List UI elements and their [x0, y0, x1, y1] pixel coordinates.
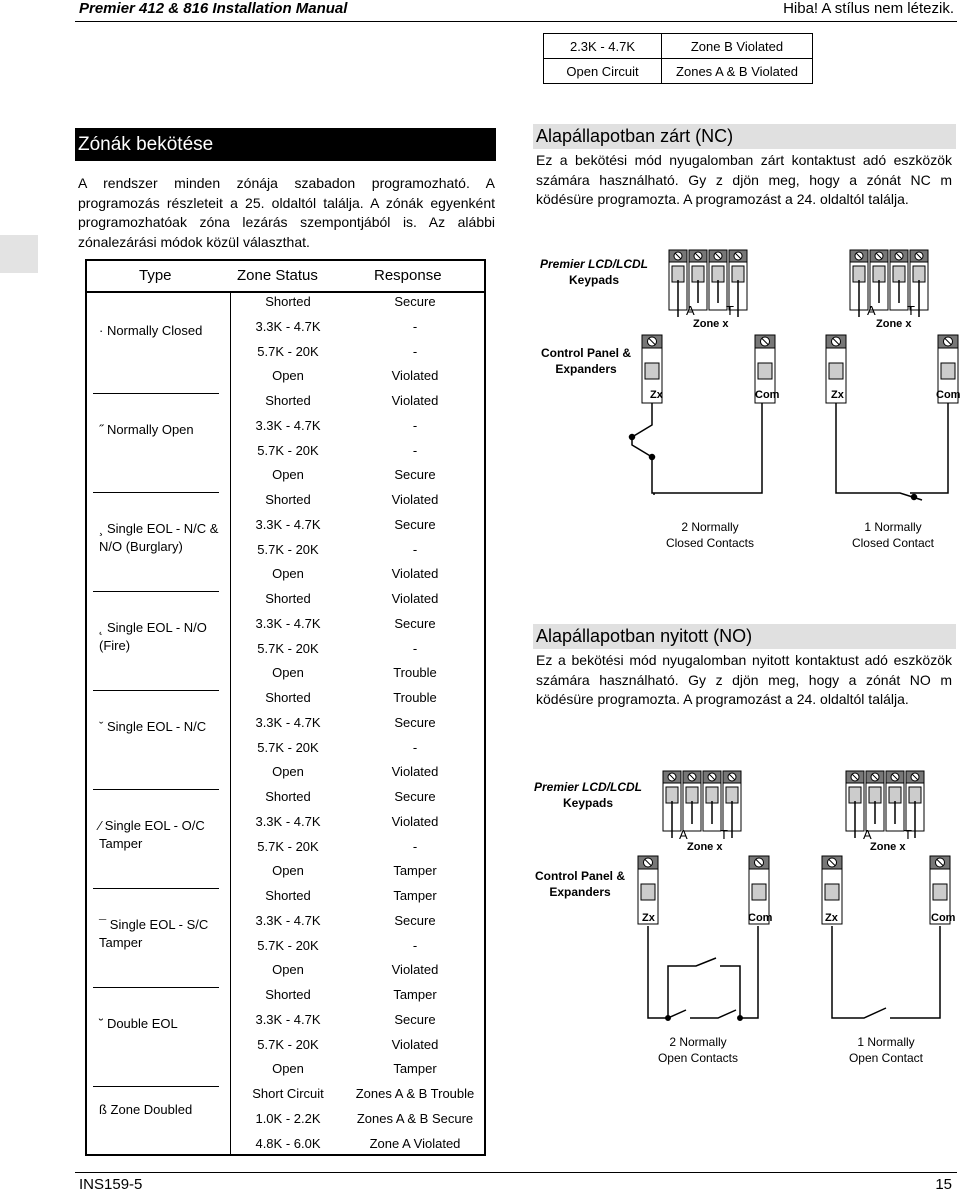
response-cell: Secure: [394, 467, 436, 483]
response-cell: -: [412, 937, 418, 953]
response-cell: Tamper: [393, 987, 437, 1002]
zone-type-label: ˇ Single EOL - N/C: [99, 718, 207, 734]
response-cell: Tamper: [393, 1061, 437, 1077]
footer-rule: [75, 1172, 957, 1173]
response-cell: -: [412, 739, 418, 755]
zone-status-cell: 1.0K - 2.2K: [255, 1110, 321, 1126]
zone-status-cell: 3.3K - 4.7K: [255, 516, 321, 532]
zone-status-cell: 3.3K - 4.7K: [255, 1011, 321, 1027]
zone-status-cell: Open: [272, 962, 304, 978]
section-title-nc: Alapállapotban zárt (NC): [533, 124, 956, 149]
zone-status-cell: 3.3K - 4.7K: [255, 912, 321, 928]
zone-status-cell: 5.7K - 20K: [257, 838, 319, 854]
type-group-divider: [93, 492, 219, 493]
no-caption-right-line2: Open Contact: [848, 1051, 924, 1065]
response-cell: Violated: [391, 962, 439, 978]
header-zone-status: Zone Status: [237, 267, 318, 284]
zone-status-cell: Shorted: [265, 987, 311, 1002]
panel-label-line2: Expanders: [555, 362, 617, 376]
zone-type-label: ˘ Double EOL: [99, 1015, 178, 1031]
type-group-divider: [93, 393, 219, 394]
page-number: 15: [935, 1176, 952, 1193]
type-group-divider: [93, 1086, 219, 1087]
zone-status-cell: 4.8K - 6.0K: [255, 1135, 321, 1151]
response-cell: Violated: [391, 591, 439, 606]
zone-status-cell: 3.3K - 4.7K: [255, 615, 321, 631]
nc-caption-right-line2: Closed Contact: [851, 536, 935, 550]
table-cell: Zones A & B Violated: [662, 59, 813, 84]
nc-wiring-diagram: [530, 245, 960, 565]
response-cell: Secure: [394, 912, 436, 928]
zone-status-cell: 5.7K - 20K: [257, 541, 319, 557]
zx-label: Zx: [825, 912, 838, 924]
no-parallel-wiring: [648, 926, 758, 1020]
response-cell: Zones A & B Trouble: [355, 1086, 475, 1101]
response-cell: Violated: [391, 813, 439, 829]
table-cell: 2.3K - 4.7K: [544, 34, 662, 59]
no-paragraph: Ez a bekötési mód nyugalomban nyitott kontaktust adó eszközök számára használható. Gy z djön meg, hogy a zónát NO m ködésüre programozta. A programozást a 24. oldaltól találja.: [536, 652, 952, 708]
keypads-label-line2: Keypads: [568, 273, 620, 287]
zone-status-cell: Open: [272, 1061, 304, 1077]
zone-status-cell: Open: [272, 368, 304, 384]
zone-type-table: [85, 259, 486, 1156]
response-cell: Tamper: [393, 888, 437, 903]
com-label: Com: [931, 912, 956, 924]
nc-caption-left-line1: 2 Normally: [681, 520, 739, 534]
zone-x-label: Zone x: [876, 318, 912, 330]
type-column-divider: [230, 291, 231, 1154]
response-cell: Secure: [394, 516, 436, 532]
response-cell: Secure: [394, 789, 436, 804]
zone-status-cell: 3.3K - 4.7K: [255, 813, 321, 829]
table-cell: Zone B Violated: [662, 34, 813, 59]
zone-status-cell: 5.7K - 20K: [257, 442, 319, 458]
nc-single-wiring: [836, 403, 948, 500]
com-label: Com: [936, 389, 960, 401]
zone-x-label: Zone x: [870, 841, 906, 853]
terminal-a-label: A: [686, 303, 695, 318]
zone-x-label: Zone x: [693, 318, 729, 330]
response-cell: -: [412, 838, 418, 854]
response-cell: Zones A & B Secure: [356, 1110, 474, 1126]
table-row: [544, 59, 813, 84]
keypad-terminal-block-right: [850, 250, 928, 317]
table-row: [544, 34, 813, 59]
zx-label: Zx: [831, 389, 844, 401]
zone-status-cell: Shorted: [265, 294, 311, 309]
response-cell: -: [412, 343, 418, 359]
zone-type-label: · Normally Closed: [99, 322, 203, 338]
terminal-a-label: A: [679, 827, 688, 842]
type-group-divider: [93, 888, 219, 889]
terminal-a-label: A: [863, 827, 872, 842]
zone-status-cell: Shorted: [265, 393, 311, 408]
zone-table-header: [87, 261, 484, 293]
response-cell: Violated: [391, 566, 439, 582]
zone-status-cell: Shorted: [265, 888, 311, 903]
type-group-divider: [93, 591, 219, 592]
terminal-t-label: T: [904, 827, 912, 842]
zone-status-cell: 3.3K - 4.7K: [255, 417, 321, 433]
zone-status-cell: Shorted: [265, 492, 311, 507]
no-single-wiring: [832, 926, 940, 1018]
nc-series-wiring: [630, 403, 763, 495]
zone-status-cell: 5.7K - 20K: [257, 343, 319, 359]
response-cell: Zone A Violated: [369, 1135, 461, 1151]
com-label: Com: [755, 389, 780, 401]
type-group-divider: [93, 789, 219, 790]
panel-label-line2: Expanders: [549, 885, 611, 899]
type-group-divider: [93, 987, 219, 988]
response-cell: -: [412, 318, 418, 334]
zone-status-cell: Open: [272, 665, 304, 681]
nc-caption-left-line2: Closed Contacts: [665, 536, 755, 550]
zone-type-label: ˛ Single EOL - N/O (Fire): [99, 619, 207, 653]
zone-status-cell: Short Circuit: [252, 1086, 324, 1101]
nc-paragraph: Ez a bekötési mód nyugalomban zárt kontaktust adó eszközök számára használható. Gy z djön meg, hogy a zónát NC m ködésüre programozta. A programozást a 24. oldaltól találja.: [536, 152, 952, 208]
keypads-label-line1: Premier LCD/LCDL: [539, 257, 649, 271]
zone-type-label: ß Zone Doubled: [99, 1102, 193, 1118]
zx-label: Zx: [642, 912, 655, 924]
response-cell: Tamper: [393, 863, 437, 879]
no-caption-right-line1: 1 Normally: [857, 1035, 915, 1049]
response-cell: Violated: [391, 368, 439, 384]
panel-label-line1: Control Panel &: [540, 346, 632, 360]
section-title-no: Alapállapotban nyitott (NO): [533, 624, 956, 649]
zone-status-cell: 3.3K - 4.7K: [255, 318, 321, 334]
table-cell: Open Circuit: [544, 59, 662, 84]
zone-status-cell: Shorted: [265, 591, 311, 606]
zone-wiring-paragraph: A rendszer minden zónája szabadon programozható. A programozás részleteit a 25. oldaltól találja. A zónák egyenként programozhatóak zóna lezárás szempontjából is. Az alábbi zónalezárási módok közül választhat.: [78, 175, 495, 250]
no-caption-left-line1: 2 Normally: [669, 1035, 727, 1049]
keypad-terminal-block-left: [669, 250, 747, 317]
response-cell: -: [412, 541, 418, 557]
manual-title: Premier 412 & 816 Installation Manual: [79, 0, 348, 17]
no-caption-left-line2: Open Contacts: [657, 1051, 739, 1065]
zone-status-cell: 5.7K - 20K: [257, 739, 319, 755]
response-cell: Secure: [394, 1011, 436, 1027]
keypads-label-line2: Keypads: [562, 796, 614, 810]
zone-status-cell: 5.7K - 20K: [257, 937, 319, 953]
com-label: Com: [748, 912, 773, 924]
header-type: Type: [139, 267, 172, 284]
zone-x-label: Zone x: [687, 841, 723, 853]
zone-status-cell: Open: [272, 863, 304, 879]
terminal-t-label: T: [726, 303, 734, 318]
terminal-t-label: T: [907, 303, 915, 318]
panel-label-line1: Control Panel &: [534, 869, 626, 883]
zone-type-label: ¯ Single EOL - S/C Tamper: [99, 916, 209, 950]
header-response: Response: [374, 267, 442, 284]
keypad-terminal-block-right: [846, 771, 924, 838]
document-id: INS159-5: [79, 1176, 143, 1193]
response-cell: Secure: [394, 294, 436, 309]
response-cell: -: [412, 640, 418, 656]
zone-status-cell: Open: [272, 566, 304, 582]
zone-status-cell: Shorted: [265, 789, 311, 804]
zone-type-label: ⁄ Single EOL - O/C Tamper: [99, 817, 205, 851]
header-rule: [75, 21, 957, 22]
zone-status-cell: 5.7K - 20K: [257, 1036, 319, 1052]
response-cell: Secure: [394, 615, 436, 631]
zone-status-cell: Open: [272, 764, 304, 780]
terminal-a-label: A: [867, 303, 876, 318]
response-cell: -: [412, 442, 418, 458]
side-tab-marker: [0, 235, 38, 273]
zone-status-cell: Open: [272, 467, 304, 483]
keypad-terminal-block-left: [663, 771, 741, 838]
type-group-divider: [93, 690, 219, 691]
nc-caption-right-line1: 1 Normally: [864, 520, 922, 534]
no-wiring-diagram: [530, 766, 960, 1076]
response-cell: Secure: [394, 714, 436, 730]
response-cell: Trouble: [393, 690, 437, 705]
zone-status-cell: 3.3K - 4.7K: [255, 714, 321, 730]
section-title-zone-wiring: Zónák bekötése: [75, 128, 496, 161]
response-cell: Trouble: [393, 665, 437, 681]
response-cell: Violated: [391, 393, 439, 408]
zone-type-label: ¸ Single EOL - N/C & N/O (Burglary): [99, 520, 219, 554]
keypads-label-line1: Premier LCD/LCDL: [533, 780, 643, 794]
zone-type-label: ˝ Normally Open: [99, 421, 194, 437]
response-cell: Violated: [391, 1036, 439, 1052]
zone-status-cell: 5.7K - 20K: [257, 640, 319, 656]
zx-label: Zx: [650, 389, 663, 401]
response-cell: Violated: [391, 764, 439, 780]
response-cell: Violated: [391, 492, 439, 507]
response-cell: -: [412, 417, 418, 433]
terminal-t-label: T: [720, 827, 728, 842]
zone-status-cell: Shorted: [265, 690, 311, 705]
continuation-table: [543, 33, 813, 84]
header-error-text: Hiba! A stílus nem létezik.: [783, 0, 954, 17]
